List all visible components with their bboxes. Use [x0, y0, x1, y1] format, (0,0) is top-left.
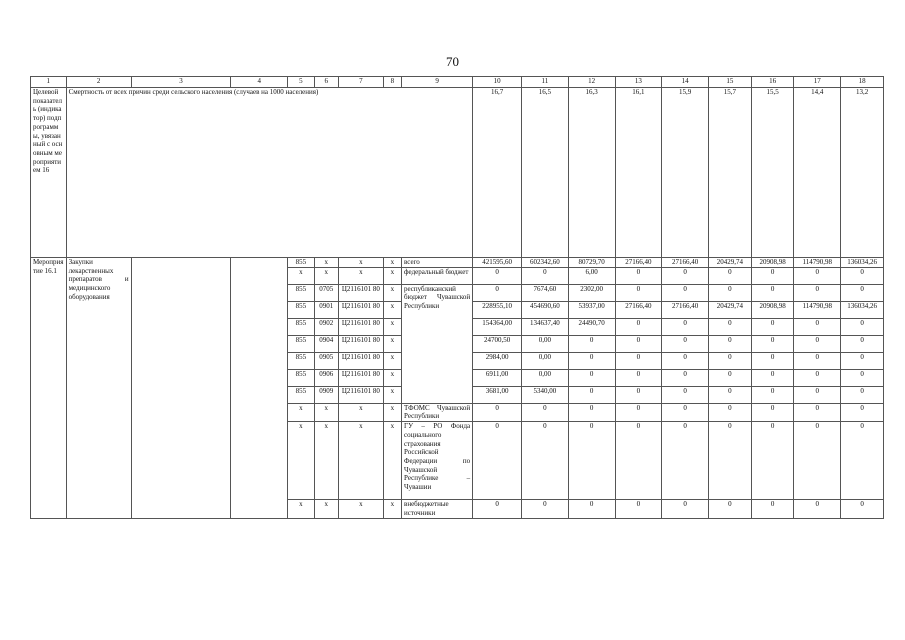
funding-source: всего [402, 258, 473, 268]
funding-source: ТФОМС Чувашской Республики [402, 403, 473, 421]
funding-value: 0 [751, 386, 794, 403]
funding-value: 2302,00 [568, 284, 615, 301]
code-cell-c6: 0705 [314, 284, 338, 301]
indicator-value: 16,5 [521, 88, 568, 258]
code-cell-c5: 855 [288, 301, 314, 318]
indicator-value: 15,5 [751, 88, 794, 258]
code-cell-c8: x [383, 335, 401, 352]
funding-value: 0 [615, 318, 662, 335]
code-cell-c5: 855 [288, 352, 314, 369]
header-cell-13: 13 [615, 77, 662, 88]
funding-value: 0 [662, 318, 709, 335]
header-cell-6: 6 [314, 77, 338, 88]
header-cell-16: 16 [751, 77, 794, 88]
code-cell-c5: x [288, 267, 314, 284]
code-cell-c6: 0902 [314, 318, 338, 335]
funding-value: 0 [473, 284, 522, 301]
funding-value: 80729,70 [568, 258, 615, 268]
funding-value: 0 [751, 335, 794, 352]
code-cell-c8: x [383, 301, 401, 318]
funding-value: 0 [794, 335, 841, 352]
funding-value: 3681,00 [473, 386, 522, 403]
funding-value: 0 [473, 267, 522, 284]
funding-value: 0 [794, 500, 841, 518]
funding-value: 421595,60 [473, 258, 522, 268]
code-cell-c5: 855 [288, 335, 314, 352]
funding-value: 24700,50 [473, 335, 522, 352]
code-cell-c8: x [383, 403, 401, 421]
funding-value: 0 [662, 352, 709, 369]
code-cell-c8: x [383, 369, 401, 386]
funding-value: 0 [662, 403, 709, 421]
code-cell-c7: Ц2116101 80 [339, 335, 384, 352]
header-cell-12: 12 [568, 77, 615, 88]
header-cell-4: 4 [231, 77, 288, 88]
funding-value: 6,00 [568, 267, 615, 284]
page-number: 70 [446, 54, 459, 69]
code-cell-c7: Ц2116101 80 [339, 284, 384, 301]
indicator-value: 15,9 [662, 88, 709, 258]
header-cell-7: 7 [339, 77, 384, 88]
header-row [31, 77, 884, 88]
header-cell-17: 17 [794, 77, 841, 88]
funding-value: 0 [615, 335, 662, 352]
funding-value: 0 [615, 267, 662, 284]
funding-value: 0 [709, 267, 752, 284]
funding-value: 0 [794, 267, 841, 284]
indicator-description: Смертность от всех причин среди сельского населения (случаев на 1000 населения) [66, 88, 473, 258]
funding-value: 0 [751, 284, 794, 301]
code-cell-c8: x [383, 267, 401, 284]
funding-value: 20429,74 [709, 301, 752, 318]
funding-value: 0 [794, 403, 841, 421]
funding-value: 27166,40 [662, 301, 709, 318]
code-cell-c7: x [339, 500, 384, 518]
header-cell-10: 10 [473, 77, 522, 88]
funding-value: 0 [662, 500, 709, 518]
funding-value: 0,00 [521, 335, 568, 352]
funding-value: 0 [709, 318, 752, 335]
code-cell-c5: 855 [288, 386, 314, 403]
header-cell-2: 2 [66, 77, 131, 88]
funding-value: 0 [751, 267, 794, 284]
measure-label: Мероприятие 16.1 [31, 258, 67, 519]
funding-source: республиканский бюджет Чувашской Республики [402, 284, 473, 403]
funding-value: 0 [521, 403, 568, 421]
code-cell-c8: x [383, 284, 401, 301]
code-cell-c6: x [314, 403, 338, 421]
funding-value: 0 [615, 403, 662, 421]
measure-col3 [131, 258, 231, 519]
code-cell-c7: Ц2116101 80 [339, 301, 384, 318]
header-cell-3: 3 [131, 77, 231, 88]
funding-value: 154364,00 [473, 318, 522, 335]
funding-value: 0 [841, 318, 884, 335]
funding-value: 27166,40 [615, 258, 662, 268]
funding-value: 20429,74 [709, 258, 752, 268]
funding-value: 0 [568, 422, 615, 500]
funding-value: 0 [662, 422, 709, 500]
funding-source: ГУ – РО Фонда социального страхования Российской Федерации по Чувашской Республике – Чувашии [402, 422, 473, 500]
funding-value: 0 [841, 284, 884, 301]
funding-value: 0 [841, 403, 884, 421]
code-cell-c7: x [339, 422, 384, 500]
code-cell-c8: x [383, 386, 401, 403]
code-cell-c7: Ц2116101 80 [339, 369, 384, 386]
code-cell-c7: Ц2116101 80 [339, 352, 384, 369]
funding-value: 0 [751, 403, 794, 421]
funding-value: 20908,98 [751, 301, 794, 318]
code-cell-c6: 0904 [314, 335, 338, 352]
funding-value: 0 [841, 335, 884, 352]
funding-source: федеральный бюджет [402, 267, 473, 284]
funding-value: 27166,40 [615, 301, 662, 318]
funding-value: 0 [662, 386, 709, 403]
code-cell-c7: Ц2116101 80 [339, 318, 384, 335]
header-cell-15: 15 [709, 77, 752, 88]
funding-value: 454690,60 [521, 301, 568, 318]
code-cell-c6: 0906 [314, 369, 338, 386]
indicator-value: 13,2 [841, 88, 884, 258]
code-cell-c6: x [314, 422, 338, 500]
funding-value: 0,00 [521, 369, 568, 386]
code-cell-c7: x [339, 267, 384, 284]
funding-value: 0 [841, 352, 884, 369]
code-cell-c7: x [339, 403, 384, 421]
indicator-value: 15,7 [709, 88, 752, 258]
code-cell-c5: x [288, 403, 314, 421]
indicator-value: 16,3 [568, 88, 615, 258]
funding-value: 0 [568, 369, 615, 386]
header-cell-1: 1 [31, 77, 67, 88]
funding-value: 53937,00 [568, 301, 615, 318]
code-cell-c5: 855 [288, 369, 314, 386]
funding-value: 0 [662, 284, 709, 301]
code-cell-c5: 855 [288, 318, 314, 335]
funding-value: 20908,98 [751, 258, 794, 268]
funding-value: 0 [473, 422, 522, 500]
funding-value: 228955,10 [473, 301, 522, 318]
funding-value: 602342,60 [521, 258, 568, 268]
funding-value: 136034,26 [841, 258, 884, 268]
funding-value: 0 [662, 267, 709, 284]
funding-value: 0 [751, 422, 794, 500]
funding-value: 0 [751, 352, 794, 369]
funding-value: 0 [841, 386, 884, 403]
code-cell-c5: x [288, 422, 314, 500]
funding-value: 0 [615, 352, 662, 369]
code-cell-c6: x [314, 258, 338, 268]
funding-value: 0 [709, 335, 752, 352]
funding-value: 114790,98 [794, 258, 841, 268]
funding-value: 0 [709, 422, 752, 500]
funding-value: 0 [473, 403, 522, 421]
funding-value: 0 [841, 500, 884, 518]
funding-value: 0 [568, 500, 615, 518]
code-cell-c5: 855 [288, 258, 314, 268]
funding-value: 5340,00 [521, 386, 568, 403]
code-cell-c6: x [314, 500, 338, 518]
code-cell-c8: x [383, 318, 401, 335]
funding-value: 0 [615, 422, 662, 500]
measure-row [31, 258, 884, 268]
code-cell-c8: x [383, 422, 401, 500]
funding-value: 0 [794, 386, 841, 403]
funding-value: 0 [841, 422, 884, 500]
measure-name: Закупки лекарственных препаратов и медицинского оборудования [66, 258, 131, 519]
code-cell-c8: x [383, 500, 401, 518]
header-cell-9: 9 [402, 77, 473, 88]
header-cell-11: 11 [521, 77, 568, 88]
funding-value: 0 [568, 335, 615, 352]
funding-value: 2984,00 [473, 352, 522, 369]
code-cell-c8: x [383, 258, 401, 268]
funding-value: 7674,60 [521, 284, 568, 301]
funding-value: 0 [709, 352, 752, 369]
funding-value: 0 [841, 369, 884, 386]
funding-value: 24490,70 [568, 318, 615, 335]
program-table [30, 76, 884, 519]
funding-value: 0 [568, 386, 615, 403]
header-cell-8: 8 [383, 77, 401, 88]
funding-value: 0 [794, 369, 841, 386]
funding-value: 0 [615, 369, 662, 386]
funding-value: 0 [794, 318, 841, 335]
code-cell-c6: 0905 [314, 352, 338, 369]
header-cell-5: 5 [288, 77, 314, 88]
funding-value: 0 [751, 369, 794, 386]
funding-value: 0 [709, 500, 752, 518]
code-cell-c5: x [288, 500, 314, 518]
funding-value: 6911,00 [473, 369, 522, 386]
indicator-value: 14,4 [794, 88, 841, 258]
indicator-value: 16,7 [473, 88, 522, 258]
funding-value: 0 [662, 335, 709, 352]
funding-value: 0 [709, 403, 752, 421]
funding-value: 0 [521, 500, 568, 518]
indicator-row [31, 88, 884, 258]
code-cell-c7: Ц2116101 80 [339, 386, 384, 403]
code-cell-c6: x [314, 267, 338, 284]
funding-value: 136034,26 [841, 301, 884, 318]
funding-value: 0 [709, 369, 752, 386]
funding-value: 0 [568, 403, 615, 421]
measure-col4 [231, 258, 288, 519]
funding-value: 0 [615, 284, 662, 301]
funding-value: 0 [473, 500, 522, 518]
funding-value: 0 [709, 386, 752, 403]
funding-value: 0 [841, 267, 884, 284]
funding-value: 27166,40 [662, 258, 709, 268]
funding-value: 0 [615, 386, 662, 403]
funding-value: 0 [751, 318, 794, 335]
funding-value: 0 [794, 284, 841, 301]
code-cell-c7: x [339, 258, 384, 268]
indicator-value: 16,1 [615, 88, 662, 258]
indicator-label: Целевой показатель (индикатор) подпрограммы, увязанный с основным мероприятием 16 [31, 88, 67, 258]
funding-value: 0,00 [521, 352, 568, 369]
funding-value: 0 [521, 422, 568, 500]
funding-value: 0 [751, 500, 794, 518]
funding-value: 0 [662, 369, 709, 386]
funding-value: 0 [794, 422, 841, 500]
code-cell-c6: 0901 [314, 301, 338, 318]
funding-source: внебюджетные источники [402, 500, 473, 518]
funding-value: 0 [521, 267, 568, 284]
header-cell-14: 14 [662, 77, 709, 88]
funding-value: 0 [709, 284, 752, 301]
code-cell-c5: 855 [288, 284, 314, 301]
funding-value: 0 [615, 500, 662, 518]
code-cell-c6: 0909 [314, 386, 338, 403]
code-cell-c8: x [383, 352, 401, 369]
funding-value: 0 [794, 352, 841, 369]
funding-value: 134637,40 [521, 318, 568, 335]
funding-value: 0 [568, 352, 615, 369]
header-cell-18: 18 [841, 77, 884, 88]
funding-value: 114790,98 [794, 301, 841, 318]
